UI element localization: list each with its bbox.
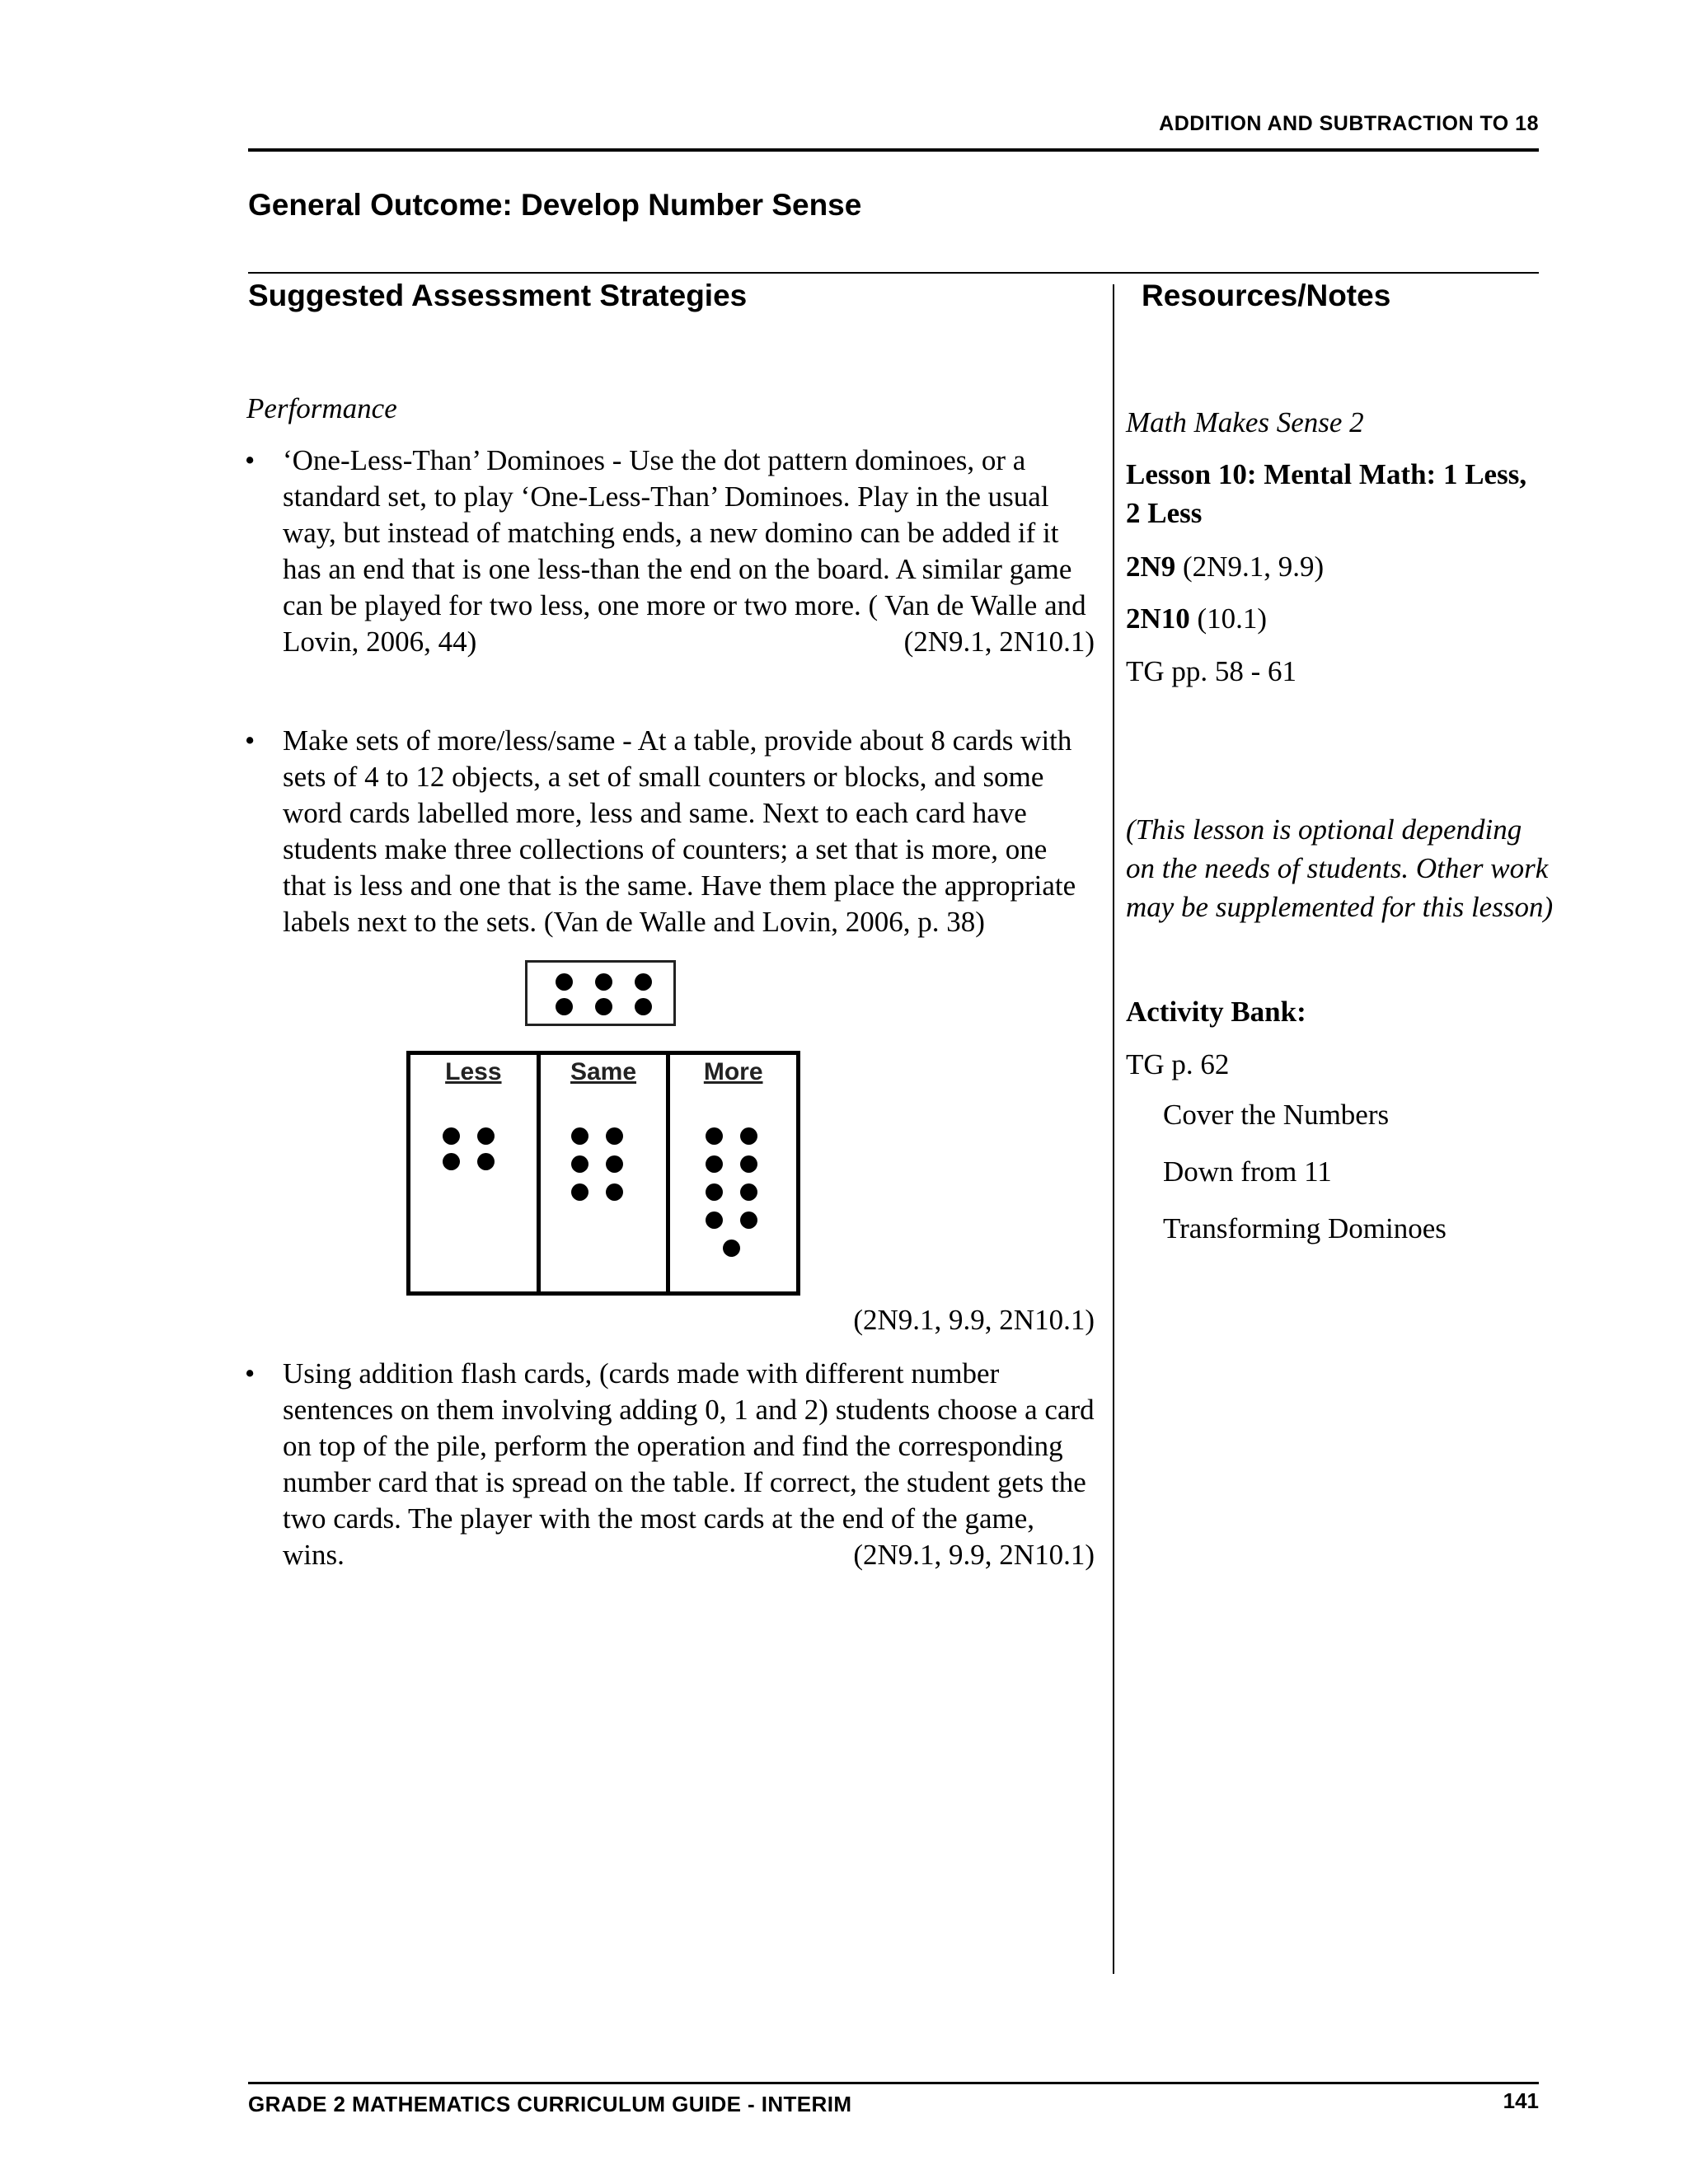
outcome-code: 2N10: [1126, 602, 1190, 635]
outcome-detail: (10.1): [1189, 602, 1268, 635]
counter-dot: [706, 1155, 723, 1173]
column-divider: [1113, 284, 1114, 1974]
outcome-reference: (2N9.1, 2N10.1): [903, 626, 1095, 658]
domino-dot: [595, 998, 612, 1015]
outcome-2n10: [1126, 600, 1267, 638]
activity-item: Cover the Numbers: [1163, 1099, 1390, 1131]
domino-dot: [556, 973, 573, 991]
same-label: Same: [570, 1058, 637, 1085]
counter-dot: [606, 1183, 623, 1201]
counter-dot: [740, 1127, 757, 1145]
less-label: Less: [445, 1058, 502, 1085]
footer-title: GRADE 2 MATHEMATICS CURRICULUM GUIDE - INTERIM: [248, 2092, 852, 2116]
lesson-title-line1: Lesson 10: Mental Math: 1 Less,: [1126, 458, 1527, 490]
activity-bank-heading: Activity Bank:: [1126, 996, 1306, 1028]
counter-dot: [723, 1240, 740, 1257]
counter-dot: [740, 1212, 757, 1229]
lesson-title-cont: [1126, 494, 1202, 532]
counter-dot: [443, 1153, 460, 1170]
bullet-marker: •: [245, 444, 256, 476]
top-rule: [248, 148, 1539, 152]
bullet-marker: •: [245, 724, 256, 757]
domino-dot: [635, 998, 652, 1015]
counter-dot: [443, 1127, 460, 1145]
sorting-mat: [406, 1051, 800, 1296]
outcome-2n9: [1126, 548, 1324, 586]
right-column-title: Resources/Notes: [1142, 279, 1391, 312]
less-column: [410, 1055, 537, 1291]
performance-label: Performance: [246, 392, 397, 424]
counter-dot: [606, 1155, 623, 1173]
outcome-code: 2N9: [1126, 551, 1176, 583]
page-number: 141: [1503, 2088, 1539, 2113]
optional-note-line1: (This lesson is optional depending: [1126, 813, 1522, 846]
strategy-text: Using addition flash cards, (cards made with different number sentences on them involving adding 0, 1 and 2) students choose a card on top of the pile, perform the operation and find the corresponding number card that is spread on the table. If correct, the student gets the two cards. The player with the most cards at the end of the game, wins.: [283, 1357, 1095, 1571]
more-label: More: [703, 1058, 763, 1085]
outcome-reference: (2N9.1, 9.9, 2N10.1): [853, 1539, 1095, 1571]
optional-note-line3: may be supplemented for this lesson): [1126, 891, 1554, 923]
tg-pages: TG pp. 58 - 61: [1126, 655, 1297, 687]
lesson-title: [1126, 456, 1526, 494]
strategy-text: Make sets of more/less/same - At a table, provide about 8 cards with sets of 4 to 12 objects, a set of small counters or blocks, and some word cards labelled more, less and same. Next to each card have students make three collections of counters; a set that is more, one that is less and one that is the same. Have them place the appropriate labels next to the sets. (Van de Walle and Lovin, 2006, p. 38): [283, 724, 1076, 938]
optional-note-line2: on the needs of students. Other work: [1126, 852, 1549, 884]
outcome-detail: (2N9.1, 9.9): [1175, 551, 1325, 583]
counter-dot: [571, 1155, 588, 1173]
running-head: ADDITION AND SUBTRACTION TO 18: [1159, 112, 1539, 135]
more-column: [666, 1055, 796, 1291]
counter-dot: [477, 1127, 495, 1145]
counter-dot: [706, 1127, 723, 1145]
activity-item: Down from 11: [1163, 1155, 1332, 1188]
strategy-item-dominoes: [283, 443, 1095, 660]
counter-dot: [740, 1183, 757, 1201]
lesson-title-line2: 2 Less: [1126, 497, 1203, 529]
resource-title: Math Makes Sense 2: [1126, 406, 1364, 438]
bullet-marker: •: [245, 1357, 256, 1390]
activity-bank-label: [1126, 993, 1306, 1031]
strategy-text: ‘One-Less-Than’ Dominoes - Use the dot pattern dominoes, or a standard set, to play ‘One-Less-Than’ Dominoes. Play in the usual way, but instead of matching ends, a new domino can be added if it has an end that is one less-than the end on the board. A similar game can be played for two less, one more or two more. ( Van de Walle and Lovin, 2006, 44): [283, 444, 1086, 658]
domino-dot: [556, 998, 573, 1015]
counter-dot: [477, 1153, 495, 1170]
general-outcome-heading: General Outcome: Develop Number Sense: [248, 188, 862, 222]
strategy-item-more-less-same: [283, 723, 1095, 940]
domino-dot: [595, 973, 612, 991]
counter-dot: [706, 1212, 723, 1229]
counter-dot: [706, 1183, 723, 1201]
counter-dot: [571, 1127, 588, 1145]
counter-dot: [571, 1183, 588, 1201]
counter-dot: [740, 1155, 757, 1173]
domino-card: [525, 960, 676, 1026]
activity-tg-page: TG p. 62: [1126, 1048, 1230, 1080]
figure-outcome-reference: (2N9.1, 9.9, 2N10.1): [853, 1304, 1095, 1336]
same-column: [537, 1055, 667, 1291]
domino-dot: [635, 973, 652, 991]
strategy-item-flash-cards: [283, 1356, 1095, 1573]
left-column-title: Suggested Assessment Strategies: [248, 279, 748, 312]
section-rule: [248, 272, 1539, 274]
counter-dot: [606, 1127, 623, 1145]
activity-item: Transforming Dominoes: [1163, 1212, 1447, 1244]
footer-rule: [248, 2082, 1539, 2084]
